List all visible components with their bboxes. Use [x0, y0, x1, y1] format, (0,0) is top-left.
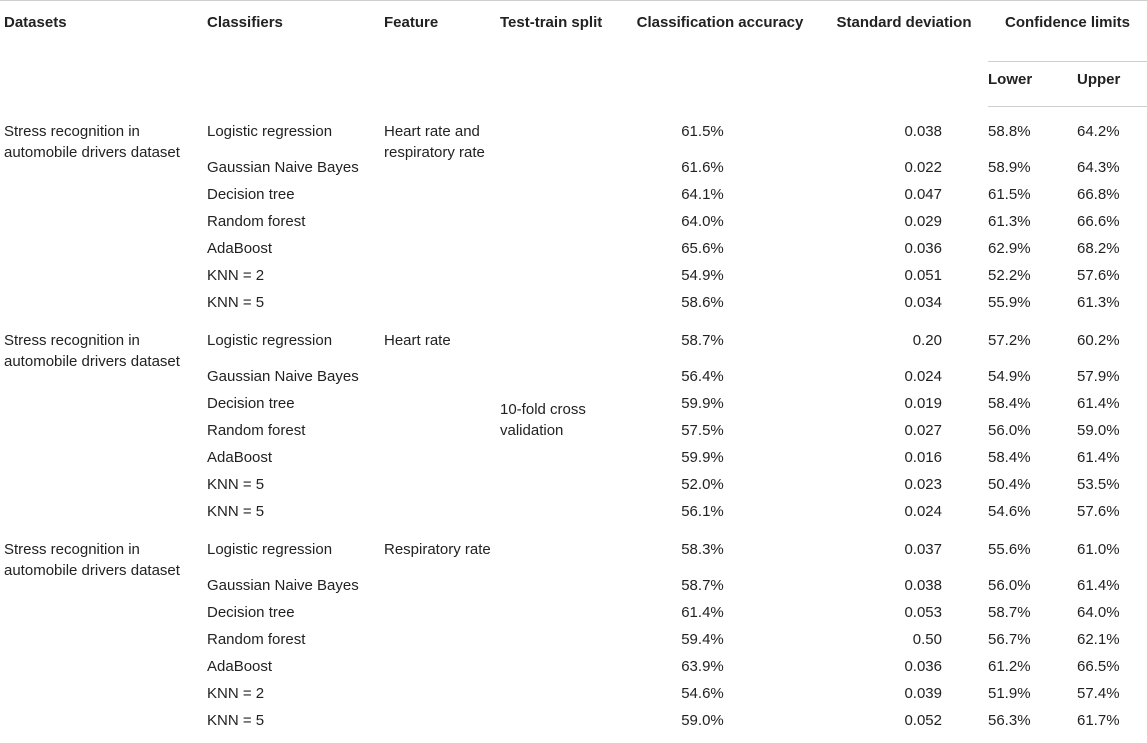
accuracy-cell: 58.6% [681, 293, 724, 311]
std-cell: 0.036 [904, 239, 942, 257]
accuracy-cell: 58.7% [681, 576, 724, 594]
upper-limit-cell: 64.3% [1077, 158, 1120, 176]
lower-limit-cell: 58.9% [988, 158, 1031, 176]
std-cell: 0.052 [904, 711, 942, 729]
upper-limit-cell: 61.7% [1077, 711, 1120, 729]
lower-limit-cell: 56.0% [988, 576, 1031, 594]
upper-limit-cell: 57.6% [1077, 266, 1120, 284]
classifier-cell: KNN = 5 [207, 475, 265, 493]
classifier-cell: Logistic regression [207, 331, 333, 349]
accuracy-cell: 57.5% [681, 421, 724, 439]
table-header [0, 1, 1147, 107]
classifier-cell: Decision tree [207, 394, 295, 412]
classifier-cell: AdaBoost [207, 239, 273, 257]
std-cell: 0.50 [912, 630, 942, 648]
dataset-cell: Stress recognition in automobile drivers dataset [4, 331, 180, 370]
classifier-cell: KNN = 2 [207, 266, 265, 284]
upper-limit-cell: 61.4% [1077, 394, 1120, 412]
header-feature: Feature [380, 1, 496, 107]
std-cell: 0.039 [904, 684, 942, 702]
header-lower: Lower [988, 62, 1069, 107]
classifier-cell: AdaBoost [207, 657, 273, 675]
accuracy-cell: 61.4% [681, 603, 724, 621]
lower-limit-cell: 52.2% [988, 266, 1031, 284]
upper-limit-cell: 61.3% [1077, 293, 1120, 311]
accuracy-cell: 58.3% [681, 540, 724, 558]
dataset-cell: Stress recognition in automobile drivers dataset [4, 540, 180, 579]
std-cell: 0.036 [904, 657, 942, 675]
lower-limit-cell: 56.7% [988, 630, 1031, 648]
accuracy-cell: 59.9% [681, 448, 724, 466]
classifier-cell: Random forest [207, 212, 306, 230]
classifier-cell: KNN = 2 [207, 684, 265, 702]
classifier-cell: Random forest [207, 630, 306, 648]
header-confidence: Confidence limits [988, 1, 1147, 62]
feature-cell: Heart rate and respiratory rate [384, 122, 485, 161]
classifier-cell: KNN = 5 [207, 293, 265, 311]
std-cell: 0.047 [904, 185, 942, 203]
accuracy-cell: 56.4% [681, 367, 724, 385]
lower-limit-cell: 54.9% [988, 367, 1031, 385]
header-accuracy: Classification accuracy [620, 1, 820, 107]
classifier-cell: Logistic regression [207, 122, 333, 140]
lower-limit-cell: 61.2% [988, 657, 1031, 675]
accuracy-cell: 56.1% [681, 502, 724, 520]
std-cell: 0.023 [904, 475, 942, 493]
std-cell: 0.024 [904, 367, 942, 385]
classifier-cell: KNN = 5 [207, 711, 265, 729]
classifier-cell: Logistic regression [207, 540, 333, 558]
lower-limit-cell: 54.6% [988, 502, 1031, 520]
classifier-cell: Decision tree [207, 185, 295, 203]
lower-limit-cell: 58.7% [988, 603, 1031, 621]
lower-limit-cell: 61.5% [988, 185, 1031, 203]
upper-limit-cell: 66.6% [1077, 212, 1120, 230]
header-split: Test-train split [496, 1, 620, 107]
upper-limit-cell: 62.1% [1077, 630, 1120, 648]
upper-limit-cell: 64.2% [1077, 123, 1120, 140]
header-datasets: Datasets [0, 1, 203, 107]
lower-limit-cell: 55.9% [988, 293, 1031, 311]
accuracy-cell: 58.7% [681, 331, 724, 349]
header-classifiers: Classifiers [203, 1, 380, 107]
std-cell: 0.024 [904, 502, 942, 520]
std-cell: 0.053 [904, 603, 942, 621]
accuracy-cell: 64.1% [681, 185, 724, 203]
upper-limit-cell: 66.8% [1077, 185, 1120, 203]
std-cell: 0.027 [904, 421, 942, 439]
classifier-cell: Random forest [207, 421, 306, 439]
lower-limit-cell: 58.4% [988, 394, 1031, 412]
accuracy-cell: 63.9% [681, 657, 724, 675]
accuracy-cell: 61.5% [681, 122, 724, 140]
lower-limit-cell: 56.0% [988, 421, 1031, 439]
upper-limit-cell: 66.5% [1077, 657, 1120, 675]
accuracy-cell: 64.0% [681, 212, 724, 230]
table-row [0, 107, 1147, 154]
header-std: Standard deviation [820, 1, 988, 107]
accuracy-cell: 59.9% [681, 394, 724, 412]
upper-limit-cell: 57.6% [1077, 502, 1120, 520]
std-cell: 0.051 [904, 266, 942, 284]
upper-limit-cell: 68.2% [1077, 239, 1120, 257]
split-cell: 10-fold cross validation [500, 401, 586, 439]
classifier-cell: AdaBoost [207, 448, 273, 466]
accuracy-cell: 52.0% [681, 475, 724, 493]
upper-limit-cell: 61.4% [1077, 448, 1120, 466]
upper-limit-cell: 61.0% [1077, 540, 1120, 558]
lower-limit-cell: 56.3% [988, 711, 1031, 729]
table-body [0, 107, 1147, 734]
accuracy-cell: 61.6% [681, 158, 724, 176]
upper-limit-cell: 60.2% [1077, 331, 1120, 349]
std-cell: 0.019 [904, 394, 942, 412]
classifier-cell: Decision tree [207, 603, 295, 621]
accuracy-cell: 54.6% [681, 684, 724, 702]
std-cell: 0.20 [912, 331, 942, 349]
upper-limit-cell: 57.4% [1077, 684, 1120, 702]
accuracy-cell: 59.0% [681, 711, 724, 729]
lower-limit-cell: 57.2% [988, 331, 1031, 349]
lower-limit-cell: 50.4% [988, 475, 1031, 493]
upper-limit-cell: 57.9% [1077, 367, 1120, 385]
accuracy-cell: 54.9% [681, 266, 724, 284]
feature-cell: Heart rate [384, 331, 451, 349]
std-cell: 0.037 [904, 540, 942, 558]
lower-limit-cell: 61.3% [988, 212, 1031, 230]
lower-limit-cell: 58.4% [988, 448, 1031, 466]
std-cell: 0.038 [904, 576, 942, 594]
classifier-cell: KNN = 5 [207, 502, 265, 520]
header-upper: Upper [1069, 62, 1147, 107]
classifier-cell: Gaussian Naive Bayes [207, 576, 359, 594]
std-cell: 0.022 [904, 158, 942, 176]
std-cell: 0.016 [904, 448, 942, 466]
std-cell: 0.029 [904, 212, 942, 230]
dataset-cell: Stress recognition in automobile drivers dataset [4, 122, 180, 161]
upper-limit-cell: 53.5% [1077, 475, 1120, 493]
std-cell: 0.034 [904, 293, 942, 311]
std-cell: 0.038 [904, 122, 942, 140]
classifier-cell: Gaussian Naive Bayes [207, 158, 359, 176]
lower-limit-cell: 62.9% [988, 239, 1031, 257]
upper-limit-cell: 61.4% [1077, 576, 1120, 594]
upper-limit-cell: 64.0% [1077, 603, 1120, 621]
accuracy-cell: 65.6% [681, 239, 724, 257]
lower-limit-cell: 51.9% [988, 684, 1031, 702]
lower-limit-cell: 55.6% [988, 540, 1031, 558]
feature-cell: Respiratory rate [384, 540, 491, 558]
lower-limit-cell: 58.8% [988, 123, 1031, 140]
upper-limit-cell: 59.0% [1077, 421, 1120, 439]
classifier-cell: Gaussian Naive Bayes [207, 367, 359, 385]
accuracy-cell: 59.4% [681, 630, 724, 648]
